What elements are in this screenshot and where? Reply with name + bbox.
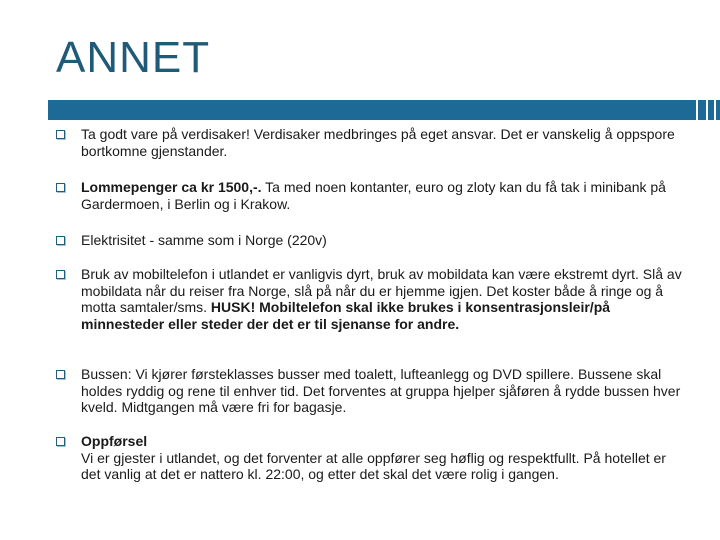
divider-segment	[698, 100, 706, 120]
bullet-body: Elektrisitet - samme som i Norge (220v)	[81, 232, 327, 248]
title-divider-bar	[48, 100, 720, 120]
divider-segment	[716, 100, 720, 120]
divider-segment	[708, 100, 714, 120]
divider-segment	[48, 100, 696, 120]
slide-title: ANNET	[56, 33, 211, 82]
square-bullet-icon	[56, 183, 65, 192]
bullet-item-mobile-phone	[56, 266, 684, 332]
bullet-text	[81, 179, 684, 212]
bullet-item-valuables	[56, 126, 684, 159]
bullet-item-electricity	[56, 232, 684, 249]
bullet-body: Bruk av mobiltelefon i utlandet er vanligvis dyrt, bruk av mobildata kan være ekstremt dyrt. Slå av mobildata når du reiser fra Norge, slå på når du er hjemme igjen. Det koster både å ringe og å motta samtaler/sms.	[81, 266, 682, 315]
bullet-body: Ta godt vare på verdisaker! Verdisaker medbringes på eget ansvar. Det er vanskelig å oppspore bortkomne gjenstander.	[81, 126, 675, 159]
square-bullet-icon	[56, 270, 65, 279]
square-bullet-icon	[56, 236, 65, 245]
square-bullet-icon	[56, 370, 65, 379]
bullet-item-pocket-money	[56, 179, 684, 212]
square-bullet-icon	[56, 130, 65, 139]
bullet-body: Vi er gjester i utlandet, og det forventer at alle oppfører seg høflig og respektfullt. På hotellet er det vanlig at det er nattero kl. 22:00, og etter det skal det være rolig i gangen.	[81, 449, 666, 482]
bullet-text	[81, 266, 684, 332]
bullet-lead: Oppførsel	[81, 433, 148, 449]
square-bullet-icon	[56, 437, 65, 446]
bullet-strong-tail: HUSK! Mobiltelefon skal ikke brukes i konsentrasjonsleir/på minnesteder eller steder der det er til sjenanse for andre.	[81, 299, 611, 332]
bullet-body: Bussen: Vi kjører førsteklasses busser med toalett, lufteanlegg og DVD spillere. Bussene skal holdes ryddig og rene til enhver tid. Det forventes at gruppa hjelper sjåføren å rydde bussen hver kveld. Midtgangen må være fri for bagasje.	[81, 366, 681, 415]
bullet-text	[81, 433, 684, 483]
bullet-body: Ta med noen kontanter, euro og zloty kan du få tak i minibank på Gardermoen, i Berlin og i Krakow.	[81, 179, 666, 212]
bullet-text	[81, 126, 684, 159]
bullet-lead: Lommepenger ca kr 1500,-.	[81, 179, 262, 195]
bullet-item-behaviour	[56, 433, 684, 483]
bullet-text	[81, 232, 684, 249]
bullet-text	[81, 366, 684, 416]
bullet-item-bus	[56, 366, 684, 416]
